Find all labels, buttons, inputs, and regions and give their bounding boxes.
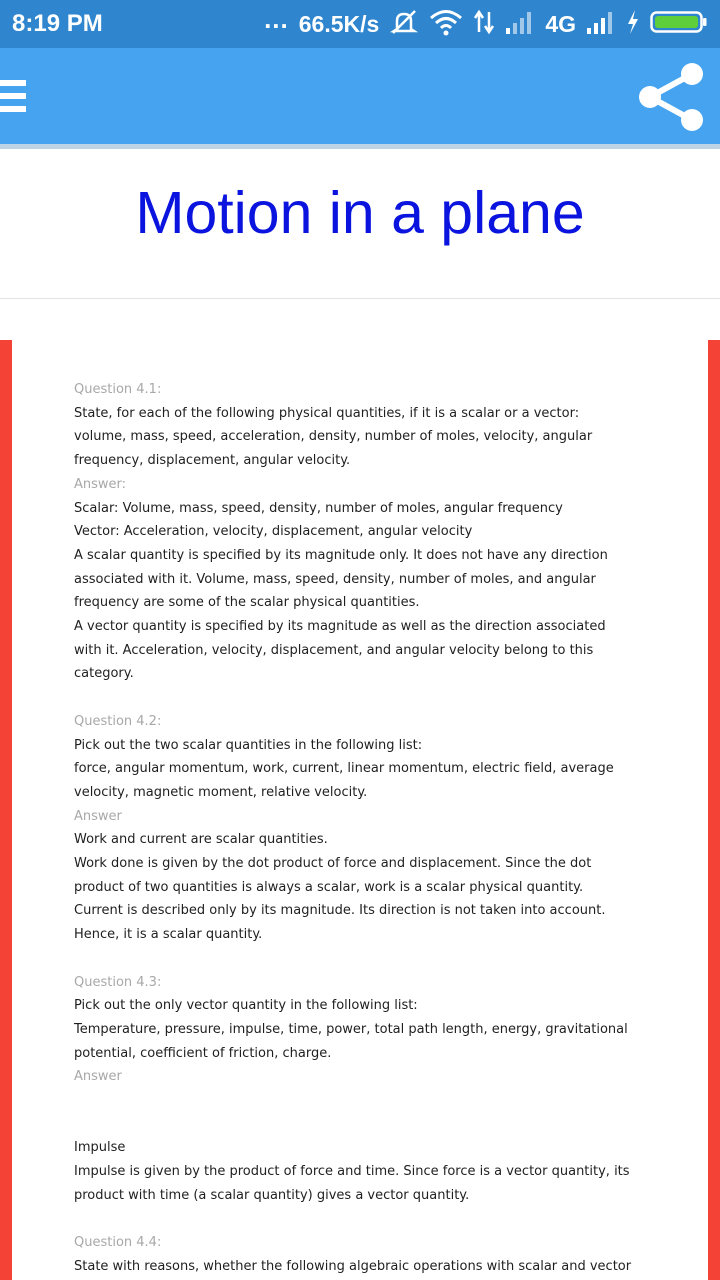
question-text: Pick out the only vector quantity in the following list: <box>74 998 418 1014</box>
wifi-icon <box>429 8 463 41</box>
answer-text: A scalar quantity is specified by its magnitude only. It does not have any direction <box>74 547 608 563</box>
app-bar <box>0 48 720 144</box>
answer-text: with it. Acceleration, velocity, displacement, and angular velocity belong to this <box>74 642 594 658</box>
more-notifications-icon: ... <box>264 3 289 34</box>
spacer <box>74 686 654 710</box>
question-text: velocity, magnetic moment, relative velocity. <box>74 784 368 800</box>
spacer <box>74 947 654 971</box>
answer-text: associated with it. Volume, mass, speed, density, number of moles, and angular <box>74 571 596 587</box>
answer-text: product with time (a scalar quantity) gives a vector quantity. <box>74 1187 470 1203</box>
answer-text: Impulse is given by the product of force and time. Since force is a vector quantity, its <box>74 1164 630 1180</box>
answer-text: A vector quantity is specified by its magnitude as well as the direction associated <box>74 619 606 635</box>
network-speed: 66.5K/s <box>298 10 380 37</box>
answer-text: Work and current are scalar quantities. <box>74 832 328 848</box>
answer-label: Answer: <box>74 476 127 492</box>
question-label: Question 4.4: <box>74 1235 162 1251</box>
question-text: Temperature, pressure, impulse, time, power, total path length, energy, gravitational <box>74 1021 628 1037</box>
answer-text: Scalar: Volume, mass, speed, density, number of moles, angular frequency <box>74 500 563 516</box>
question-label: Question 4.2: <box>74 713 162 729</box>
answer-text: Hence, it is a scalar quantity. <box>74 927 263 943</box>
signal-icon <box>505 10 535 39</box>
answer-label: Answer <box>74 1069 122 1085</box>
network-type: 4G <box>545 10 576 37</box>
answer-text: Current is described only by its magnitude. Its direction is not taken into account. <box>74 903 606 919</box>
battery-icon <box>650 9 708 40</box>
question-text: potential, coefficient of friction, charge. <box>74 1045 332 1061</box>
divider <box>0 298 720 299</box>
question-label: Question 4.3: <box>74 974 162 990</box>
left-accent-bar <box>0 340 12 1280</box>
hamburger-menu-icon[interactable] <box>0 78 30 114</box>
answer-text: Work done is given by the dot product of force and displacement. Since the dot <box>74 856 592 872</box>
charging-icon <box>626 9 640 40</box>
page-title: Motion in a plane <box>135 180 585 246</box>
answer-label: Answer <box>74 808 122 824</box>
data-transfer-icon <box>473 8 495 41</box>
answer-text: product of two quantities is always a scalar, work is a scalar physical quantity. <box>74 879 584 895</box>
spacer <box>74 1208 654 1232</box>
question-label: Question 4.1: <box>74 382 162 397</box>
answer-text: category. <box>74 666 134 682</box>
app-bar-shadow <box>0 144 720 149</box>
right-accent-bar <box>708 340 720 1280</box>
question-text: State with reasons, whether the following algebraic operations with scalar and vector <box>74 1258 632 1274</box>
signal-icon <box>586 10 616 39</box>
status-icons <box>264 3 708 40</box>
article-content <box>74 378 654 1279</box>
answer-text: Vector: Acceleration, velocity, displacement, angular velocity <box>74 524 473 540</box>
share-icon[interactable] <box>636 62 706 132</box>
spacer <box>74 1113 654 1137</box>
question-text: force, angular momentum, work, current, linear momentum, electric field, average <box>74 761 614 777</box>
answer-text: frequency are some of the scalar physical quantities. <box>74 595 420 611</box>
mute-icon <box>389 8 419 41</box>
status-time: 8:19 PM <box>12 10 103 37</box>
answer-text: Impulse <box>74 1140 126 1156</box>
status-bar <box>0 0 720 48</box>
question-text: frequency, displacement, angular velocity. <box>74 453 351 469</box>
spacer <box>74 1089 654 1113</box>
question-text: volume, mass, speed, acceleration, density, number of moles, velocity, angular <box>74 429 593 445</box>
question-text: Pick out the two scalar quantities in the following list: <box>74 737 423 753</box>
question-text: State, for each of the following physical quantities, if it is a scalar or a vector: <box>74 405 580 421</box>
